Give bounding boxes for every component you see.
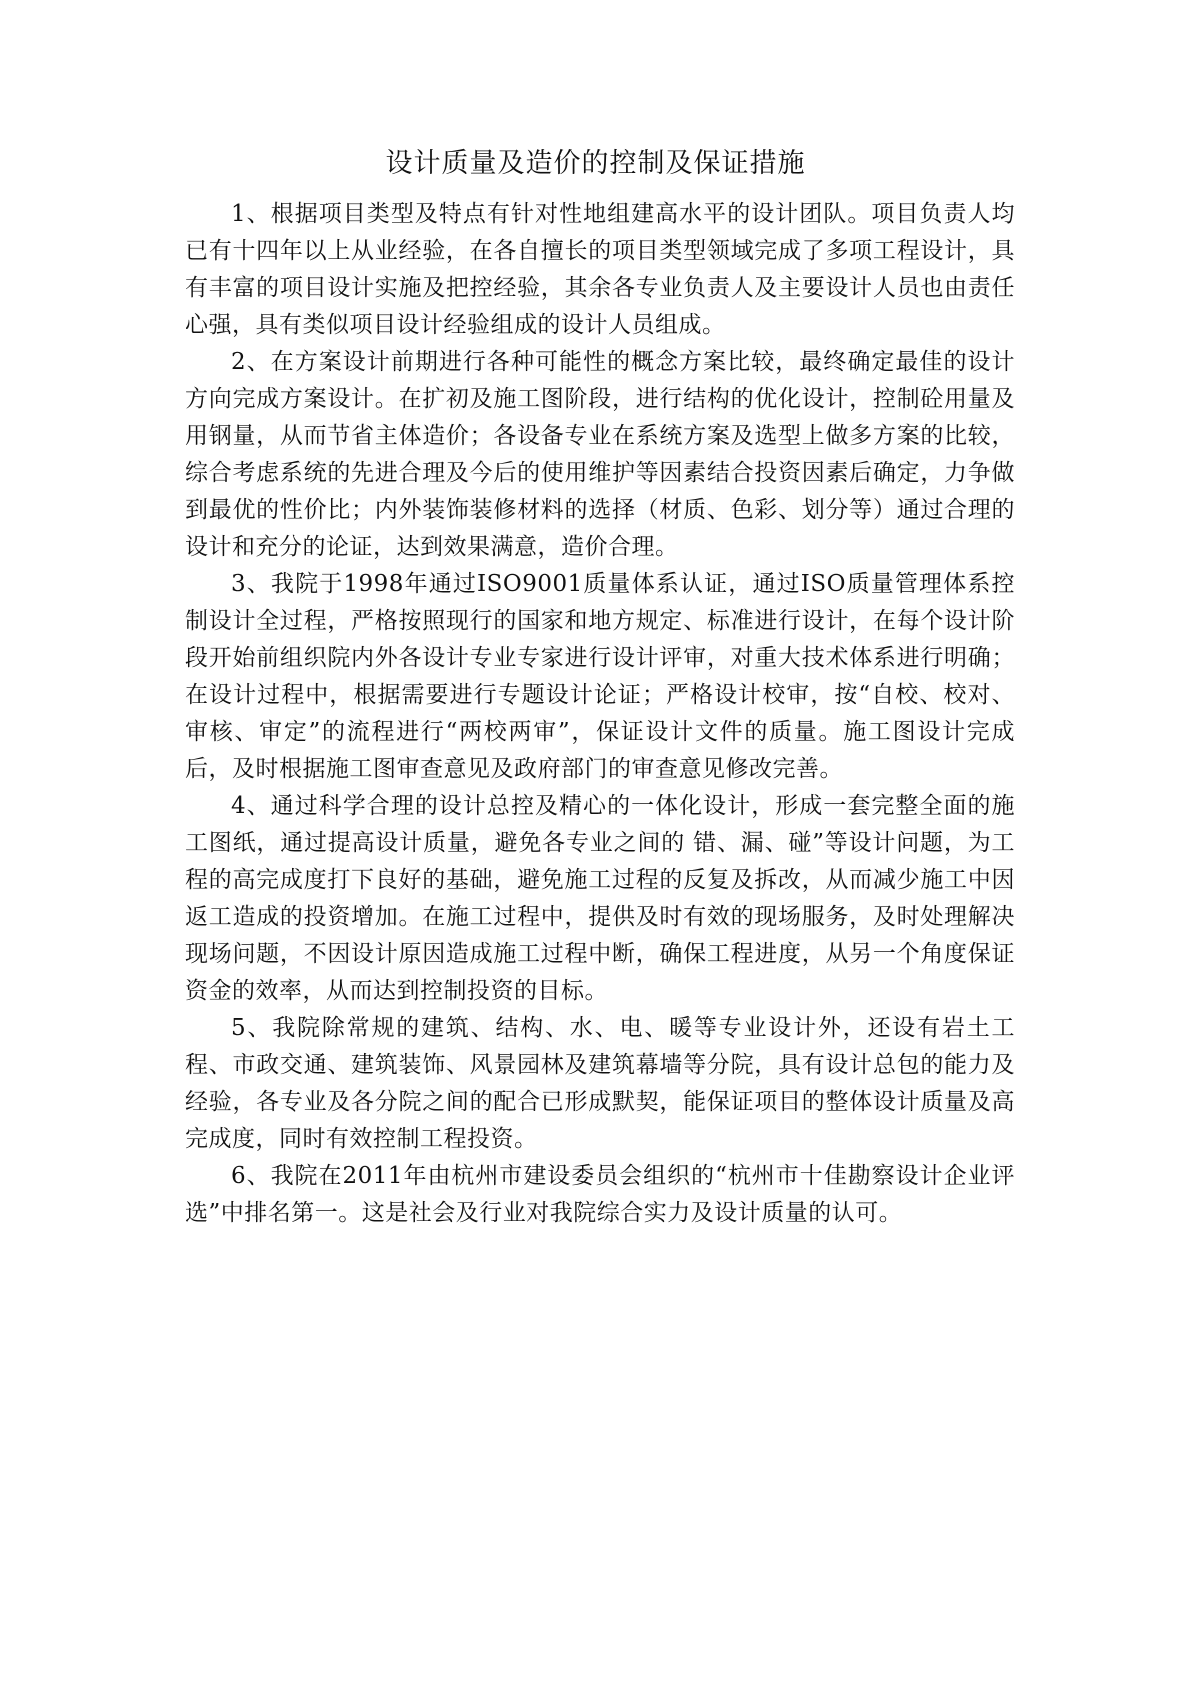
page-title: 设计质量及造价的控制及保证措施 <box>385 148 806 179</box>
paragraph-1: 1、根据项目类型及特点有针对性地组建高水平的设计团队。项目负责人均已有十四年以上从业经验，在各自擅长的项目类型领域完成了多项工程设计，具有丰富的项目设计实施及把控经验，其余各专业负责人及主要设计人员也由责任心强，具有类似项目设计经验组成的设计人员组成。 <box>185 201 1015 338</box>
document-body <box>185 196 1015 1232</box>
paragraph-4: 4、通过科学合理的设计总控及精心的一体化设计，形成一套完整全面的施工图纸，通过提高设计质量，避免各专业之间的 错、漏、碰”等设计问题，为工程的高完成度打下良好的基础，避免施工过程的反复及拆改，从而减少施工中因返工造成的投资增加。在施工过程中，提供及时有效的现场服务，及时处理解决现场问题，不因设计原因造成施工过程中断，确保工程进度，从另一个角度保证资金的效率，从而达到控制投资的目标。 <box>185 793 1015 1004</box>
paragraph-2: 2、在方案设计前期进行各种可能性的概念方案比较，最终确定最佳的设计方向完成方案设计。在扩初及施工图阶段，进行结构的优化设计，控制砼用量及用钢量，从而节省主体造价；各设备专业在系统方案及选型上做多方案的比较，综合考虑系统的先进合理及今后的使用维护等因素结合投资因素后确定，力争做到最优的性价比；内外装饰装修材料的选择（材质、色彩、划分等）通过合理的设计和充分的论证，达到效果满意，造价合理。 <box>185 349 1015 560</box>
paragraph-6: 6、我院在2011年由杭州市建设委员会组织的“杭州市十佳勘察设计企业评选”中排名第一。这是社会及行业对我院综合实力及设计质量的认可。 <box>185 1163 1015 1226</box>
paragraph-5: 5、我院除常规的建筑、结构、水、电、暖等专业设计外，还设有岩土工程、市政交通、建筑装饰、风景园林及建筑幕墙等分院，具有设计总包的能力及经验，各专业及各分院之间的配合已形成默契，能保证项目的整体设计质量及高完成度，同时有效控制工程投资。 <box>185 1015 1015 1152</box>
paragraph-3: 3、我院于1998年通过ISO9001质量体系认证，通过ISO质量管理体系控制设计全过程，严格按照现行的国家和地方规定、标准进行设计，在每个设计阶段开始前组织院内外各设计专业专家进行设计评审，对重大技术体系进行明确；在设计过程中，根据需要进行专题设计论证；严格设计校审，按“自校、校对、审核、审定”的流程进行“两校两审”，保证设计文件的质量。施工图设计完成后，及时根据施工图审查意见及政府部门的审查意见修改完善。 <box>185 571 1015 782</box>
